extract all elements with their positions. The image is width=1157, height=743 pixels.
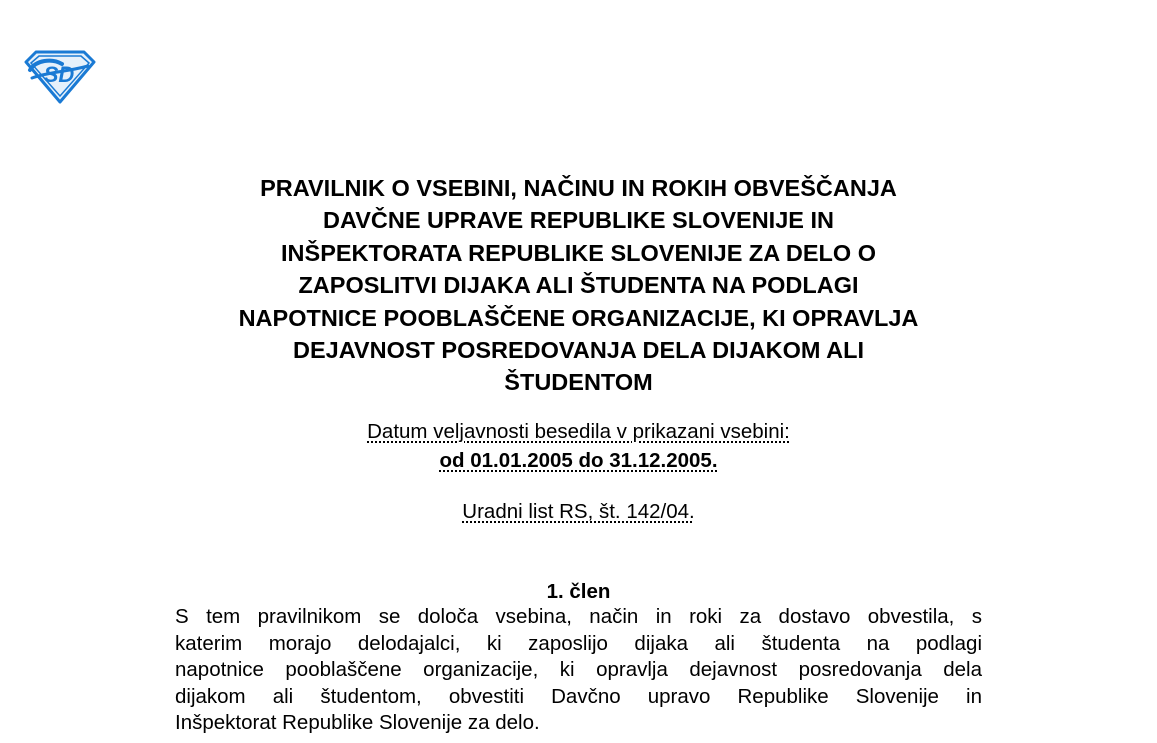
- validity-range-link[interactable]: od 01.01.2005 do 31.12.2005.: [439, 449, 718, 472]
- article-heading: 1. člen: [546, 580, 611, 603]
- sd-diamond-logo-icon: [22, 48, 96, 104]
- article-line: dijakom ali študentom, obvestiti Davčno upravo Republike Slovenije in: [175, 684, 982, 708]
- title-line: ŠTUDENTOM: [504, 369, 653, 396]
- article-body: [175, 604, 982, 737]
- logo-text: SD: [43, 62, 75, 87]
- article-line: Inšpektorat Republike Slovenije za delo.: [175, 711, 540, 735]
- article-line: katerim morajo delodajalci, ki zaposlijo dijaka ali študenta na podlagi: [175, 631, 982, 655]
- title-line: ZAPOSLITVI DIJAKA ALI ŠTUDENTA NA PODLAGI: [298, 272, 859, 299]
- gazette-link[interactable]: Uradni list RS, št. 142/04.: [462, 500, 695, 523]
- title-line: DEJAVNOST POSREDOVANJA DELA DIJAKOM ALI: [292, 337, 865, 364]
- title-line: DAVČNE UPRAVE REPUBLIKE SLOVENIJE IN: [323, 207, 834, 234]
- article-line: S tem pravilnikom se določa vsebina, način in roki za dostavo obvestila, s: [175, 605, 982, 628]
- title-line: INŠPEKTORATA REPUBLIKE SLOVENIJE ZA DELO O: [281, 239, 876, 266]
- article-line: napotnice pooblaščene organizacije, ki opravlja dejavnost posredovanja dela: [175, 658, 982, 682]
- title-line: NAPOTNICE POOBLAŠČENE ORGANIZACIJE, KI OPRAVLJA: [238, 304, 919, 331]
- sd-logo: [22, 48, 96, 104]
- title-line: PRAVILNIK O VSEBINI, NAČINU IN ROKIH OBVEŠČANJA: [260, 175, 897, 201]
- gazette-block: [120, 497, 1037, 526]
- validity-block: [120, 417, 1037, 475]
- document-title: [120, 172, 1037, 399]
- validity-label-link[interactable]: Datum veljavnosti besedila v prikazani vsebini:: [367, 420, 790, 443]
